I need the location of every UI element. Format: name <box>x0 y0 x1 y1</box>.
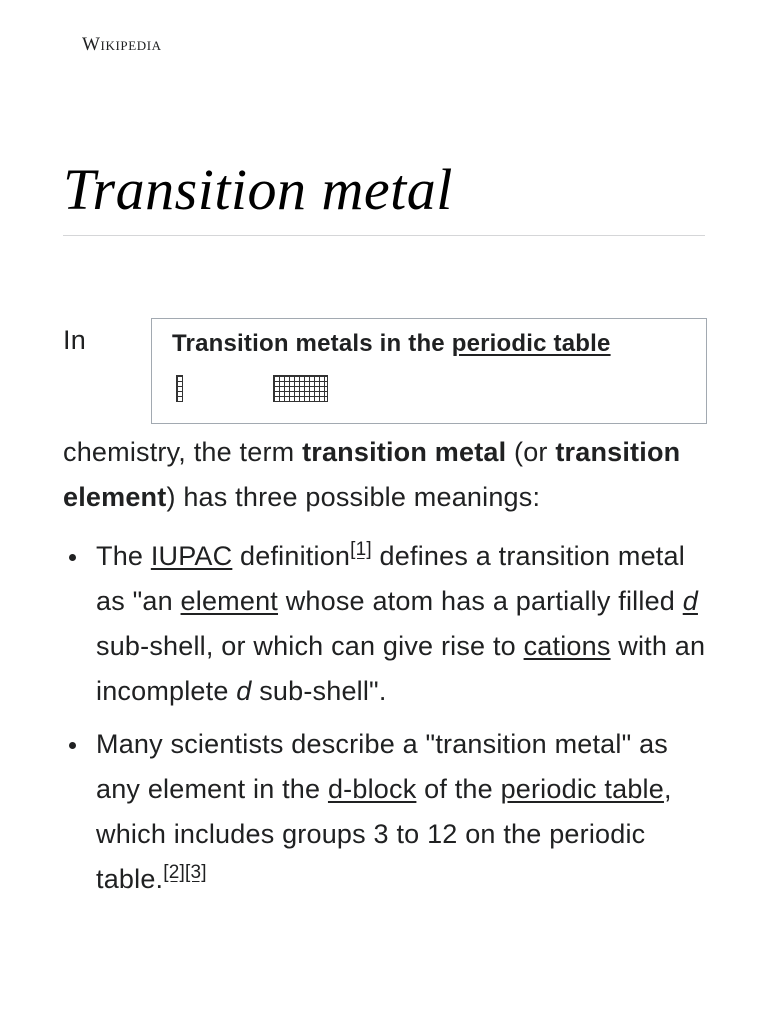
periodic-table-link[interactable]: periodic table <box>500 774 664 804</box>
list-item <box>96 534 707 714</box>
item-text: Many scientists describe a "transition metal" as any element in the <box>96 729 668 804</box>
wikipedia-logo[interactable]: Wikipedia <box>82 34 162 55</box>
d-subshell-link[interactable]: d <box>682 586 698 616</box>
s-block-icon <box>176 375 183 402</box>
definitions-list <box>63 534 707 902</box>
element-link[interactable]: element <box>180 586 279 616</box>
item-text: of the <box>416 774 501 804</box>
infobox-caption <box>172 329 706 359</box>
title-divider <box>63 235 705 236</box>
list-item <box>96 722 707 902</box>
reference-link[interactable]: [3] <box>184 862 207 883</box>
item-text-italic: d <box>236 676 252 706</box>
term-transition-metal: transition metal <box>302 437 507 467</box>
item-text: with an incomplete <box>96 631 706 706</box>
item-text: , which includes groups 3 to 12 on the periodic table. <box>96 774 672 894</box>
lead-text: ) has three possible meanings: <box>166 482 541 512</box>
item-text: definition <box>232 541 351 571</box>
cations-link[interactable]: cations <box>523 631 611 661</box>
d-block-icon <box>273 375 328 402</box>
term-transition-element: transition element <box>63 437 681 512</box>
article-body <box>63 318 707 910</box>
iupac-link[interactable]: IUPAC <box>150 541 233 571</box>
reference-link[interactable]: [1] <box>350 539 372 560</box>
periodic-table-image[interactable] <box>172 359 706 403</box>
periodic-table-link[interactable]: periodic table <box>451 330 611 357</box>
item-text: sub-shell". <box>251 676 387 706</box>
item-text: defines a transition metal as "an <box>96 541 685 616</box>
page-title: Transition metal <box>63 157 453 222</box>
lead-text: (or <box>506 437 556 467</box>
lead-text: In chemistry, the term <box>63 325 303 467</box>
infobox <box>151 318 707 424</box>
reference-link[interactable]: [2] <box>163 862 185 883</box>
infobox-caption-text: Transition metals in the <box>172 330 452 357</box>
item-text: whose atom has a partially filled <box>278 586 683 616</box>
item-text: The <box>96 541 151 571</box>
item-text: sub-shell, or which can give rise to <box>96 631 524 661</box>
d-block-link[interactable]: d-block <box>327 774 417 804</box>
